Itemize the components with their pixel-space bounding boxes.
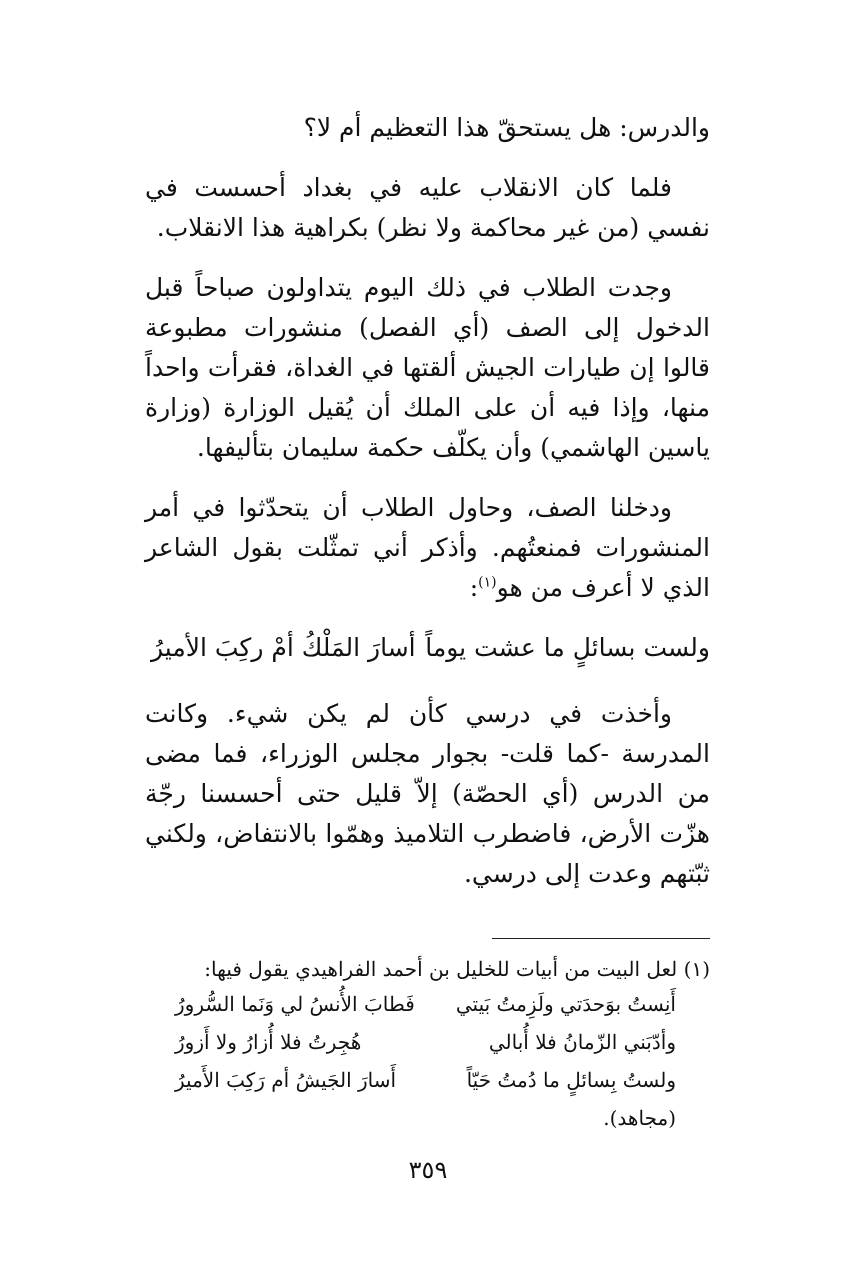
footnote-reference: (١) bbox=[478, 574, 497, 591]
footnote-verse-first: وأدّبَني الزّمانُ فلا أُبالي bbox=[488, 1030, 676, 1054]
footnote-divider bbox=[492, 938, 710, 939]
page-number: ٣٥٩ bbox=[408, 1156, 448, 1184]
footnote-intro: (١) لعل البيت من أبيات للخليل بن أحمد الفراهيدي يقول فيها: bbox=[204, 957, 710, 981]
footnote-verse bbox=[145, 988, 710, 1020]
paragraph-4 bbox=[145, 488, 710, 608]
footnote-verse-second: أَسارَ الجَيشُ أم رَكِبَ الأَميرُ bbox=[175, 1068, 397, 1092]
paragraph-3: وجدت الطلاب في ذلك اليوم يتداولون صباحاً قبل الدخول إلى الصف (أي الفصل) منشورات مطبوعة قالوا إن طيارات الجيش ألقتها في الغداة، فقرأت واحداً منها، وإذا فيه أن على الملك أن يُقيل الوزارة (وزارة ياسين الهاشمي) وأن يكلّف حكمة سليمان بتأليفها. bbox=[145, 273, 710, 462]
paragraph-2: فلما كان الانقلاب عليه في بغداد أحسست في نفسي (من غير محاكمة ولا نظر) بكراهية هذا الانقلاب. bbox=[145, 173, 710, 242]
footnote-source: (مجاهد). bbox=[603, 1106, 676, 1130]
footnote-verse-first: أَنِستُ بوَحدَتي ولَزِمتُ بَيتي bbox=[455, 992, 676, 1016]
paragraph-5: وأخذت في درسي كأن لم يكن شيء. وكانت المدرسة -كما قلت- بجوار مجلس الوزراء، فما مضى من الدرس (أي الحصّة) إلاّ قليل حتى أحسسنا رجّة هزّت الأرض، فاضطرب التلاميذ وهمّوا بالانتفاض، ولكني ثبّتهم وعدت إلى درسي. bbox=[145, 699, 710, 888]
verse-second-hemistich: أسارَ المَلْكُ أمْ ركِبَ الأميرُ bbox=[151, 633, 416, 662]
footnote-verse-second: هُجِرتُ فلا أُزارُ ولا أَزورُ bbox=[175, 1030, 362, 1054]
poem-verse bbox=[145, 628, 710, 668]
verse-first-hemistich: ولست بسائلٍ ما عشت يوماً bbox=[425, 633, 710, 662]
paragraph-1: والدرس: هل يستحقّ هذا التعظيم أم لا؟ bbox=[303, 113, 710, 142]
footnote-verse bbox=[145, 1064, 710, 1096]
footnote-verse-second: فَطابَ الأُنسُ لي وَنَما السُّرورُ bbox=[175, 992, 415, 1016]
page-body bbox=[145, 108, 710, 1134]
footnote-verse bbox=[145, 1026, 710, 1058]
footnote bbox=[145, 953, 710, 1134]
paragraph-4-text: ودخلنا الصف، وحاول الطلاب أن يتحدّثوا في أمر المنشورات فمنعتُهم. وأذكر أني تمثّلت بقول الشاعر الذي لا أعرف من هو bbox=[145, 493, 710, 602]
footnote-verse-first: ولستُ بِسائلٍ ما دُمتُ حَيّاً bbox=[466, 1068, 676, 1092]
paragraph-4-tail: : bbox=[469, 573, 479, 602]
